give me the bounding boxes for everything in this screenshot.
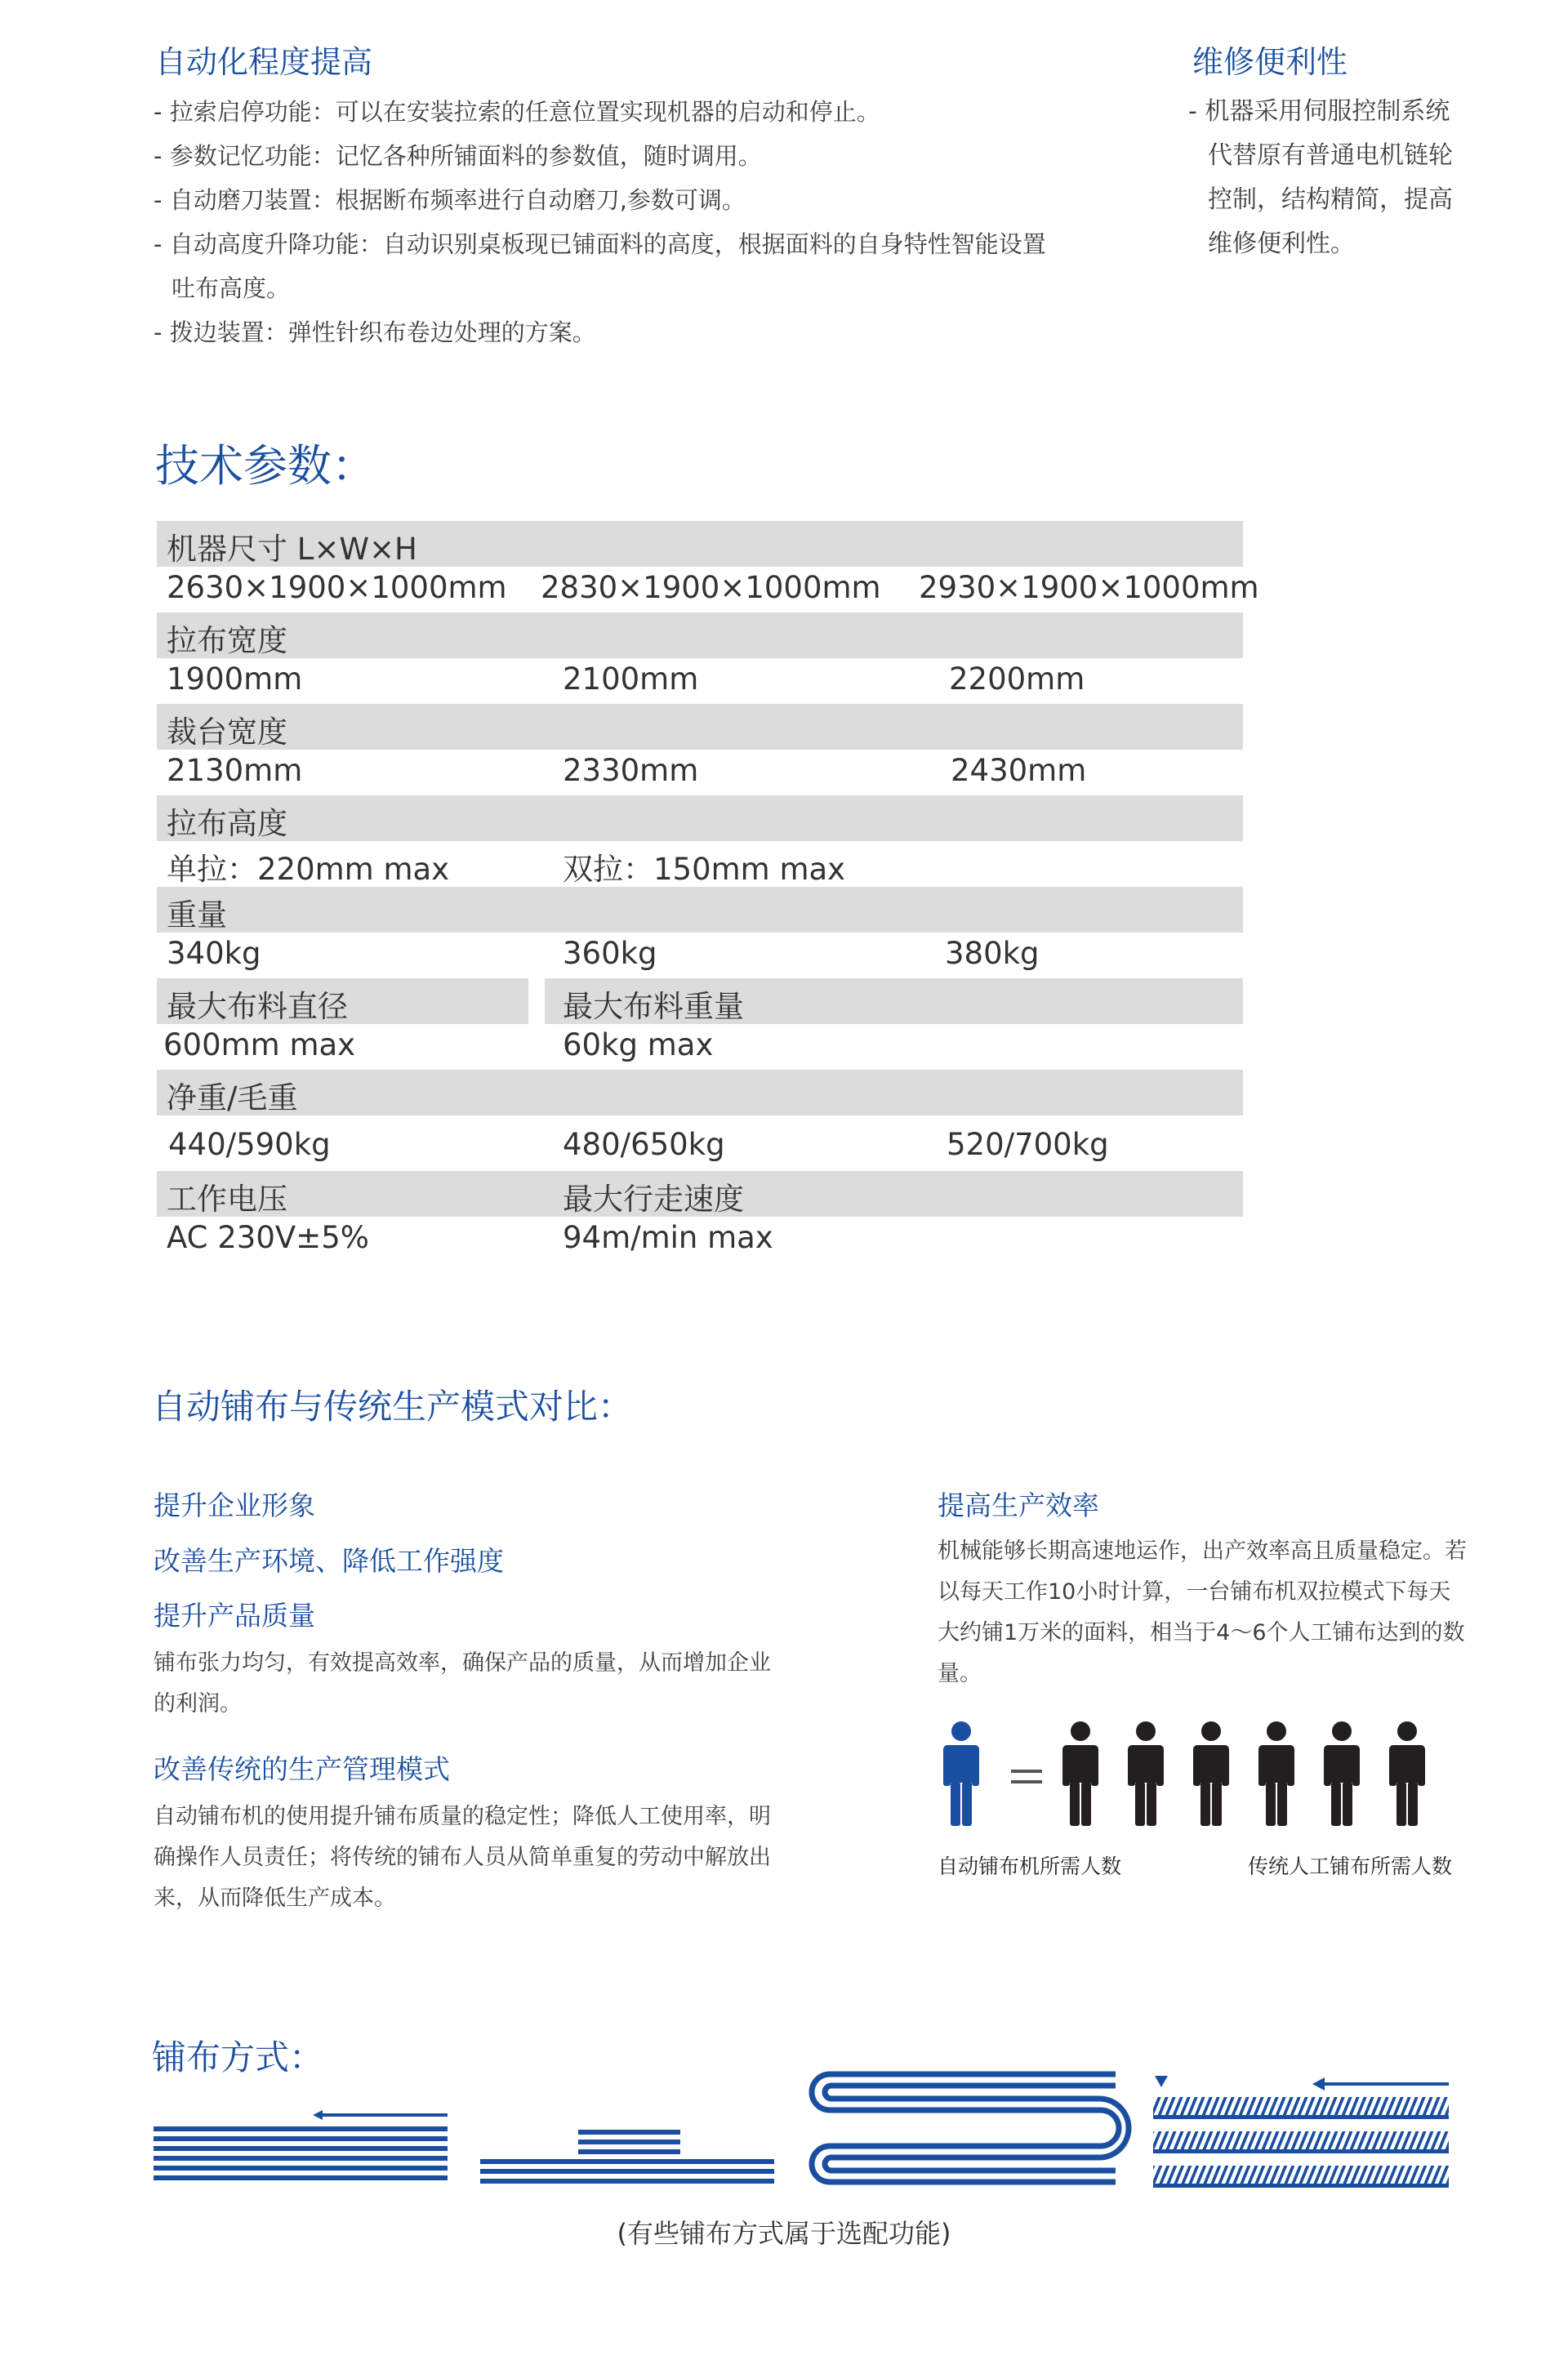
- tech-title: 技术参数：: [155, 440, 376, 492]
- spec-header-width: [157, 612, 1243, 658]
- compare-heading: 提升企业形象: [154, 1489, 315, 1521]
- spec-value: 2100mm: [563, 661, 699, 697]
- spec-header-weight: [157, 887, 1243, 933]
- manual-worker-person-icon: [1324, 1721, 1360, 1826]
- spec-value: 2930×1900×1000mm: [919, 570, 1259, 605]
- spec-value: 60kg max: [563, 1027, 714, 1062]
- compare-heading: 提升产品质量: [154, 1600, 315, 1632]
- cut-marker-triangle-icon: [1155, 2076, 1168, 2087]
- spec-label: 重量: [167, 897, 227, 933]
- manual-people-label: 传统人工铺布所需人数: [1248, 1855, 1453, 1878]
- spec-value: 440/590kg: [168, 1127, 331, 1162]
- spec-value: 360kg: [563, 936, 657, 971]
- manual-worker-person-icon: [1062, 1721, 1098, 1826]
- feature-item: - 自动磨刀装置：根据断布频率进行自动磨刀,参数可调。: [154, 178, 1068, 222]
- spec-label: 最大布料直径: [167, 989, 348, 1024]
- spec-value: 480/650kg: [563, 1127, 725, 1162]
- spec-value: 双拉：150mm max: [563, 852, 846, 887]
- spec-label: 拉布宽度: [167, 623, 287, 658]
- compare-paragraph: 自动铺布机的使用提升铺布质量的稳定性；降低人工使用率，明确操作人员责任；将传统的铺布人员从简单重复的劳动中解放出来，从而降低生产成本。: [154, 1804, 771, 1911]
- feature-item: - 自动高度升降功能：自动识别桌板现已铺面料的高度，根据面料的自身特性智能设置吐布高度。: [154, 222, 1068, 310]
- spec-label: 工作电压: [167, 1182, 287, 1217]
- manual-worker-person-icon: [1128, 1721, 1164, 1826]
- spec-value: 340kg: [167, 936, 261, 971]
- layflat-mode-zigzag: [805, 2068, 1132, 2198]
- equals-sign: [1011, 1770, 1042, 1783]
- spec-header-diam-weight: [157, 978, 1243, 1024]
- spec-value: 2200mm: [949, 661, 1085, 697]
- direction-arrow-left-icon: [313, 2110, 448, 2120]
- compare-heading: 改善传统的生产管理模式: [154, 1753, 450, 1785]
- spec-value: 1900mm: [167, 661, 303, 697]
- spec-row-height: [157, 841, 1243, 887]
- maintenance-text-body: 机器采用伺服控制系统代替原有普通电机链轮控制，结构精简，提高维修便利性。: [1205, 97, 1453, 258]
- spec-label: 裁台宽度: [167, 715, 287, 750]
- spec-label: 净重/毛重: [167, 1080, 298, 1115]
- spec-header-size: [157, 521, 1243, 567]
- spec-row-voltage-speed: [157, 1217, 1243, 1262]
- compare-title: 自动铺布与传统生产模式对比：: [152, 1387, 633, 1427]
- maintenance-text: [1188, 90, 1453, 266]
- spec-value: AC 230V±5%: [167, 1220, 369, 1255]
- spec-label: 拉布高度: [167, 806, 287, 841]
- direction-arrow-left-icon: [1312, 2077, 1449, 2091]
- layflat-mode-step: [480, 2123, 778, 2189]
- spec-header-voltage-speed: [157, 1171, 1243, 1217]
- features-list: [154, 90, 1068, 354]
- machine-people-label: 自动铺布机所需人数: [938, 1855, 1122, 1878]
- spec-header-height: [157, 795, 1243, 841]
- spec-row-table: [157, 750, 1243, 795]
- spec-value: 380kg: [945, 936, 1040, 971]
- spec-row-size: [157, 567, 1259, 612]
- layflat-title: 铺布方式：: [152, 2037, 324, 2077]
- compare-heading: 改善生产环境、降低工作强度: [154, 1545, 504, 1577]
- spec-label: 最大行走速度: [563, 1182, 744, 1217]
- spec-row-weight: [157, 933, 1243, 978]
- spec-value: 520/700kg: [947, 1127, 1109, 1162]
- spec-value: 2130mm: [167, 753, 303, 788]
- spec-header-table: [157, 704, 1243, 750]
- spec-value: 600mm max: [163, 1027, 356, 1062]
- spec-value: 单拉：220mm max: [167, 852, 450, 887]
- spec-value: 2830×1900×1000mm: [541, 570, 881, 605]
- spec-label: 最大布料重量: [563, 989, 744, 1024]
- spec-value: 2630×1900×1000mm: [167, 570, 507, 605]
- spec-row-diam-weight: [157, 1024, 1243, 1070]
- feature-item: - 拉索启停功能：可以在安装拉索的任意位置实现机器的启动和停止。: [154, 90, 1068, 134]
- maintenance-title: 维修便利性: [1192, 44, 1348, 80]
- spec-header-net: [157, 1070, 1243, 1115]
- spec-value: 94m/min max: [563, 1220, 773, 1255]
- spec-row-net: [157, 1115, 1243, 1171]
- spec-table: [157, 521, 1259, 1262]
- spec-label: 机器尺寸 L×W×H: [167, 532, 417, 567]
- spec-row-width: [157, 658, 1243, 704]
- machine-operator-person-icon: [943, 1721, 979, 1826]
- layflat-mode-cut-end: [1153, 2073, 1459, 2195]
- efficiency-heading: 提高生产效率: [938, 1489, 1099, 1521]
- people-comparison-graphic: [931, 1715, 1470, 1837]
- efficiency-paragraph: 机械能够长期高速地运作，出产效率高且质量稳定。若以每天工作10小时计算，一台铺布机双拉模式下每天大约铺1万米的面料，相当于4～6个人工铺布达到的数量。: [938, 1538, 1467, 1686]
- feature-item: - 参数记忆功能：记忆各种所铺面料的参数值，随时调用。: [154, 134, 1068, 178]
- spec-value: 2430mm: [951, 753, 1087, 788]
- compare-paragraph: 铺布张力均匀，有效提高效率，确保产品的质量，从而增加企业的利润。: [154, 1650, 771, 1717]
- layflat-note: (有些铺布方式属于选配功能): [617, 2218, 951, 2249]
- manual-worker-person-icon: [1193, 1721, 1229, 1826]
- feature-item: - 拨边装置：弹性针织布卷边处理的方案。: [154, 310, 1068, 354]
- features-title: 自动化程度提高: [155, 44, 373, 80]
- spec-value: 2330mm: [563, 753, 699, 788]
- manual-worker-person-icon: [1258, 1721, 1294, 1826]
- layflat-mode-one-way: [154, 2097, 452, 2187]
- manual-worker-person-icon: [1389, 1721, 1425, 1826]
